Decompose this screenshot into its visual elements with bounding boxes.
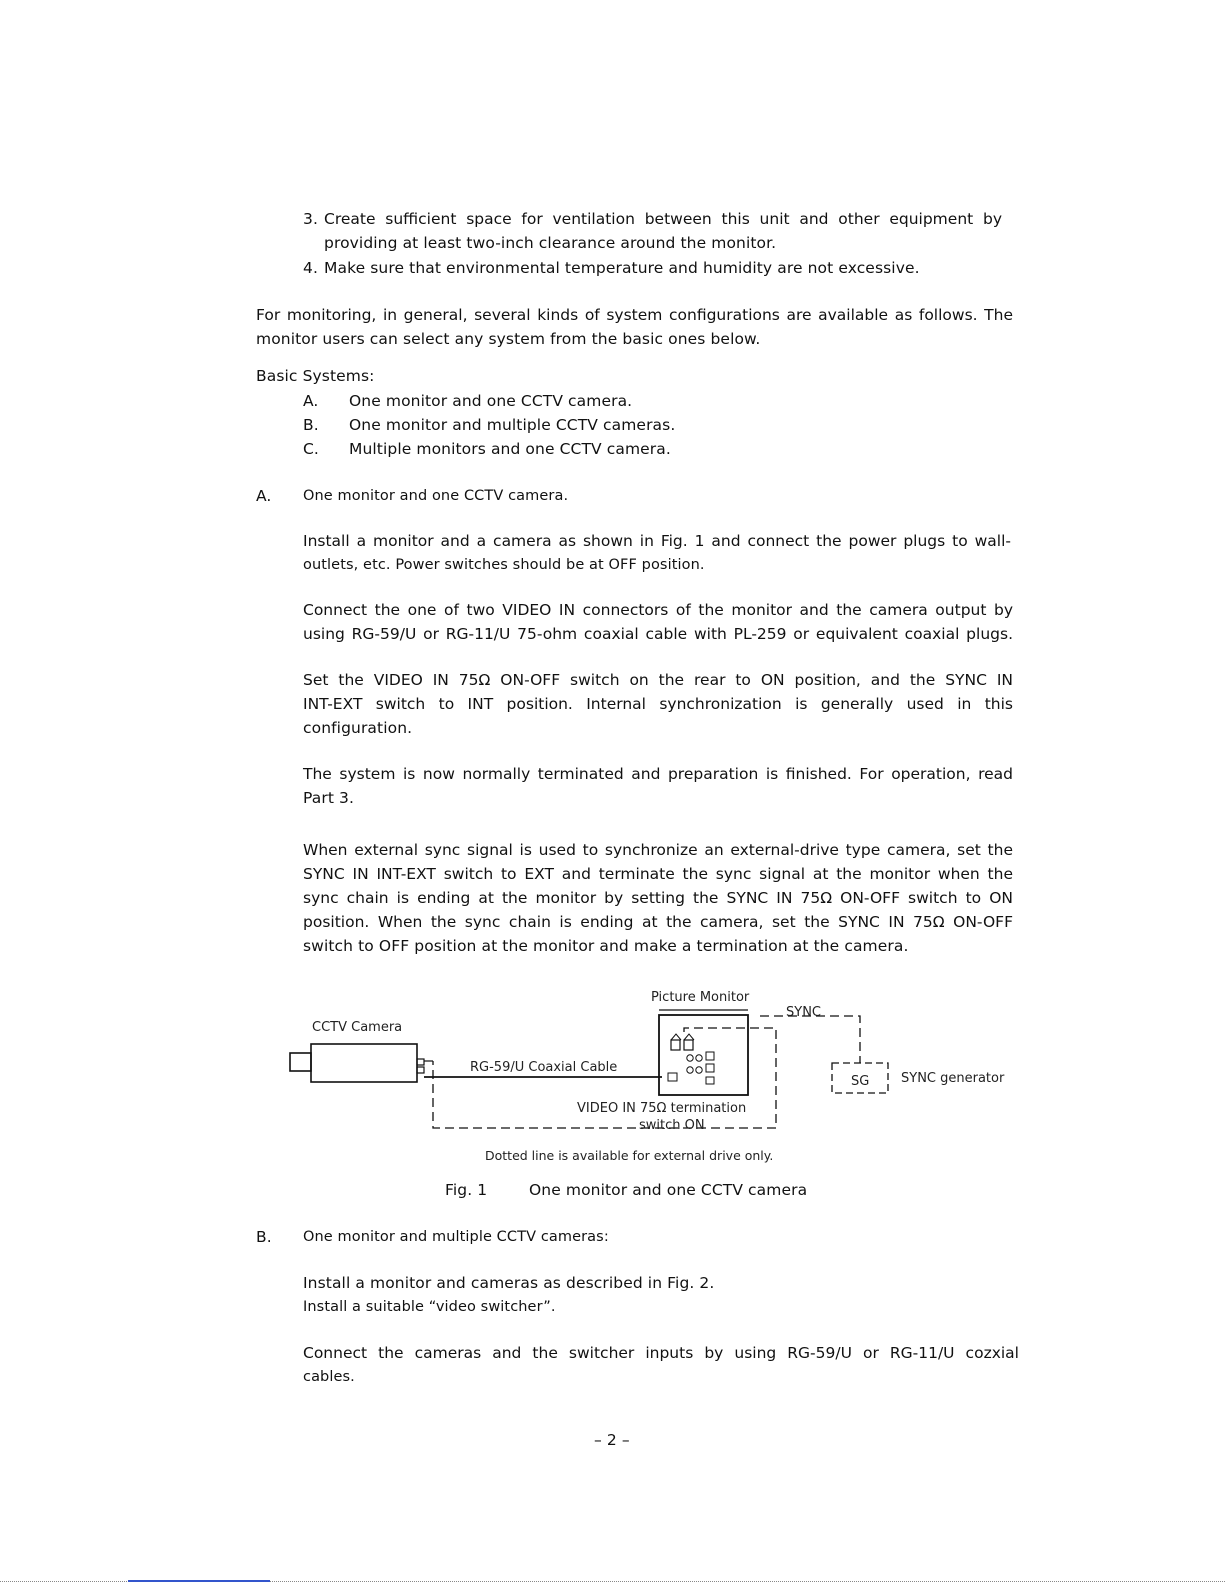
blue-rule [128,1580,270,1582]
paragraph-line: INT-EXT switch to INT position. Internal synchronization is generally used in this [303,695,1013,713]
paragraph-line: using RG-59/U or RG-11/U 75-ohm coaxial cable with PL-259 or equivalent coaxial plugs. [303,625,1013,643]
camera-lens [290,1053,311,1071]
paragraph-line: outlets, etc. Power switches should be at OFF position. [303,557,705,573]
picture-monitor-label: Picture Monitor [651,990,750,1005]
paragraph-line: Part 3. [303,789,355,807]
section-title: One monitor and one CCTV camera. [303,488,569,504]
monitor-connector [671,1040,680,1050]
monitor-box [659,1015,748,1095]
paragraph-line: sync chain is ending at the monitor by setting the SYNC IN 75Ω ON-OFF switch to ON [303,889,1013,907]
system-letter: A. [303,392,319,410]
paragraph-line: position. When the sync chain is ending at the camera, set the SYNC IN 75Ω ON-OFF [303,913,1013,931]
system-letter: C. [303,440,319,458]
section-title: One monitor and multiple CCTV cameras: [303,1229,609,1245]
config-paragraph-line: For monitoring, in general, several kinds of system configurations are available as follows. The [256,306,1013,324]
list-item-text: Make sure that environmental temperature and humidity are not excessive. [324,259,920,277]
figure-caption-text: One monitor and one CCTV camera [529,1181,808,1199]
section-letter: A. [256,487,272,505]
paragraph-line: Install a monitor and a camera as shown in Fig. 1 and connect the power plugs to wall- [303,532,1011,550]
paragraph-line: Install a suitable “video switcher”. [303,1299,556,1315]
section-letter: B. [256,1228,272,1246]
paragraph-line: switch to OFF position at the monitor and make a termination at the camera. [303,937,909,955]
system-item: One monitor and multiple CCTV cameras. [349,416,676,434]
sync-label: SYNC [786,1005,821,1020]
camera-connector [417,1059,424,1065]
coaxial-cable-label: RG-59/U Coaxial Cable [470,1060,618,1075]
list-item-text: providing at least two-inch clearance around the monitor. [324,234,777,252]
paragraph-line: Connect the cameras and the switcher inputs by using RG-59/U or RG-11/U cozxial [303,1344,1019,1362]
paragraph-line: SYNC IN INT-EXT switch to EXT and terminate the sync signal at the monitor when the [303,865,1013,883]
paragraph-line: Connect the one of two VIDEO IN connectors of the monitor and the camera output by [303,601,1013,619]
termination-label: VIDEO IN 75Ω termination [577,1101,747,1116]
list-item-number: 3. [303,210,318,228]
paragraph-line: Set the VIDEO IN 75Ω ON-OFF switch on the rear to ON position, and the SYNC IN [303,671,1013,689]
system-item: Multiple monitors and one CCTV camera. [349,440,671,458]
paragraph-line: configuration. [303,719,413,737]
system-letter: B. [303,416,319,434]
sync-dashed-line [760,1016,860,1063]
config-paragraph-line: monitor users can select any system from the basic ones below. [256,330,761,348]
sg-label: SG [851,1074,870,1089]
figure-caption-label: Fig. 1 [445,1181,488,1199]
paragraph-line: The system is now normally terminated and preparation is finished. For operation, read [303,765,1013,783]
system-item: One monitor and one CCTV camera. [349,392,633,410]
cctv-camera-label: CCTV Camera [312,1020,403,1035]
basic-systems-heading: Basic Systems: [256,367,375,385]
camera-body [311,1044,417,1082]
list-item-number: 4. [303,259,318,277]
paragraph-line: When external sync signal is used to synchronize an external-drive type camera, set the [303,841,1013,859]
paragraph-line: Install a monitor and cameras as described in Fig. 2. [303,1274,715,1292]
list-item-text: Create sufficient space for ventilation between this unit and other equipment by [324,210,1002,228]
page-number: – 2 – [594,1431,630,1449]
switch-on-label: switch ON [639,1118,705,1133]
sync-generator-label: SYNC generator [901,1071,1005,1086]
dotted-line-note: Dotted line is available for external drive only. [485,1148,774,1163]
paragraph-line: cables. [303,1369,355,1385]
